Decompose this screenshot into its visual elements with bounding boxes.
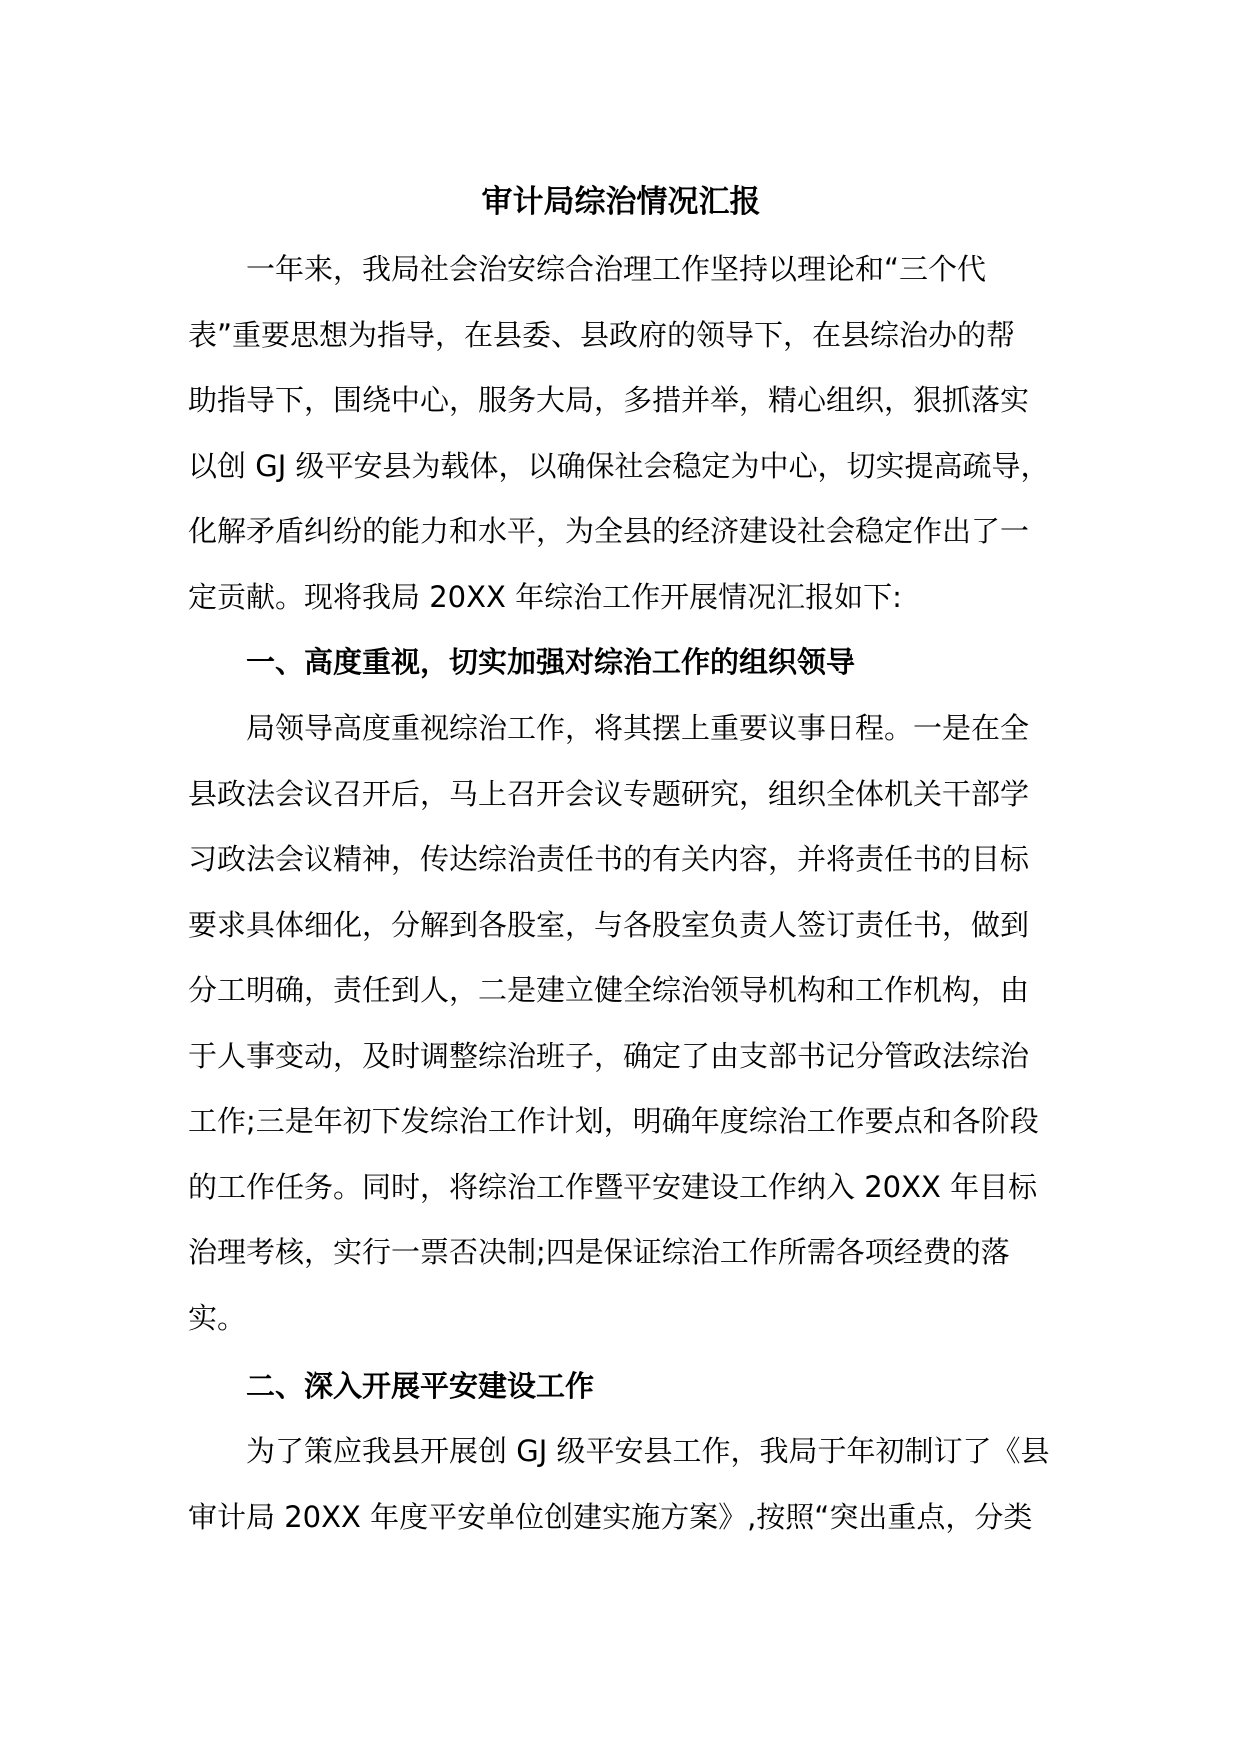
- section-heading-text: 一、高度重视，切实加强对综治工作的组织领导: [246, 645, 856, 679]
- section-heading-text: 二、深入开展平安建设工作: [246, 1369, 595, 1403]
- paragraph-line: 县政法会议召开后，马上召开会议专题研究，组织全体机关干部学: [188, 776, 1030, 811]
- paragraph-line: 审计局 20XX 年度平安单位创建实施方案》,按照“突出重点，分类: [188, 1499, 1033, 1534]
- paragraph-line: 工作;三是年初下发综治工作计划，明确年度综治工作要点和各阶段: [188, 1104, 1039, 1138]
- document-page: [188, 0, 1054, 1754]
- paragraph-line: 要求具体细化，分解到各股室，与各股室负责人签订责任书，做到: [188, 907, 1030, 942]
- section-heading-1: [188, 630, 1054, 696]
- paragraph-line: 局领导高度重视综治工作，将其摆上重要议事日程。一是在全: [246, 711, 1030, 745]
- paragraph-line: 的工作任务。同时，将综治工作暨平安建设工作纳入 20XX 年目标: [188, 1169, 1038, 1204]
- paragraph-line: 实。: [188, 1300, 247, 1335]
- paragraph-line: 于人事变动，及时调整综治班子，确定了由支部书记分管政法综治: [188, 1038, 1030, 1073]
- document-title: 审计局综治情况汇报: [481, 184, 761, 220]
- paragraph-line: 习政法会议精神，传达综治责任书的有关内容，并将责任书的目标: [188, 842, 1030, 876]
- section-heading-2: [188, 1354, 1054, 1420]
- paragraph-line: 为了策应我县开展创 GJ 级平安县工作，我局于年初制订了《县: [246, 1434, 1050, 1468]
- paragraph-line: 助指导下，围绕中心，服务大局，多措并举，精心组织，狠抓落实: [188, 383, 1030, 417]
- paragraph-line: 定贡献。现将我局 20XX 年综治工作开展情况汇报如下:: [188, 579, 902, 614]
- paragraph-line: 治理考核，实行一票否决制;四是保证综治工作所需各项经费的落: [188, 1235, 1010, 1269]
- paragraph-intro: [188, 237, 1054, 630]
- paragraph-organization: [188, 696, 1054, 1351]
- paragraph-safety-building: [188, 1419, 1054, 1550]
- paragraph-line: 表”重要思想为指导，在县委、县政府的领导下，在县综治办的帮: [188, 317, 1016, 352]
- paragraph-line: 一年来，我局社会治安综合治理工作坚持以理论和“三个代: [246, 252, 987, 286]
- paragraph-line: 分工明确，责任到人，二是建立健全综治领导机构和工作机构，由: [188, 973, 1030, 1007]
- paragraph-line: 化解矛盾纠纷的能力和水平，为全县的经济建设社会稳定作出了一: [188, 514, 1030, 548]
- paragraph-line: 以创 GJ 级平安县为载体，以确保社会稳定为中心，切实提高疏导，: [188, 448, 1050, 483]
